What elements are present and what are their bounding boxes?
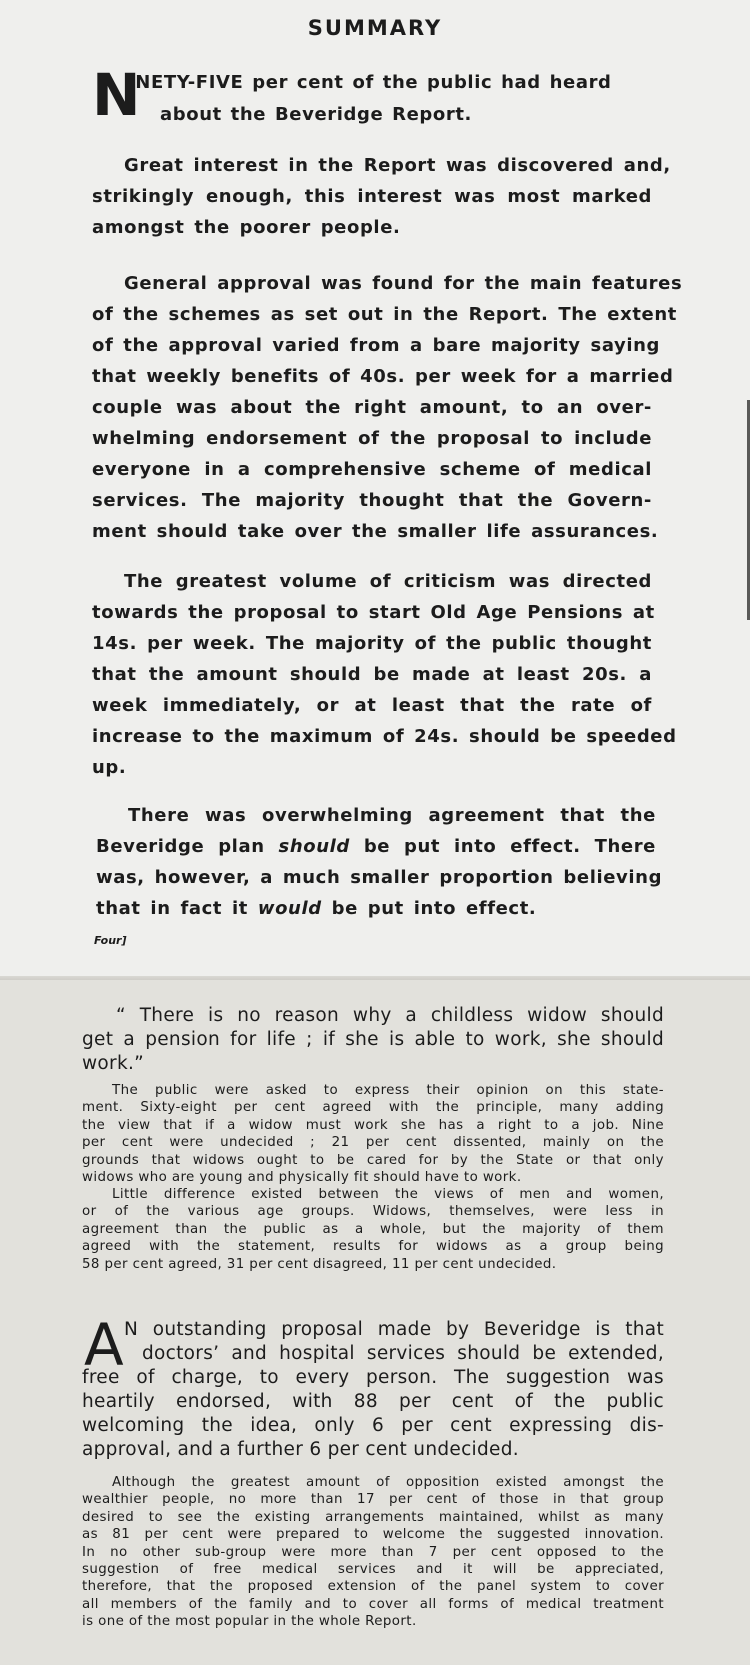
- text-line: widows who are young and physically fit should have to work.: [82, 1170, 522, 1186]
- text-segment: be put into effect. There: [349, 836, 656, 857]
- text-line: heartily endorsed, with 88 per cent of the public: [82, 1391, 664, 1412]
- paragraph-interest: [92, 150, 671, 243]
- text-line: of the approval varied from a bare majority saying: [92, 335, 661, 356]
- text-line: grounds that widows ought to be cared for by the State or that only: [82, 1152, 664, 1168]
- text-line: There was overwhelming agreement that the: [128, 805, 656, 826]
- text-line: “ There is no reason why a childless widow should: [116, 1005, 664, 1026]
- text-line: approval, and a further 6 per cent undecided.: [82, 1439, 519, 1460]
- text-line: Great interest in the Report was discovered and,: [124, 155, 671, 176]
- text-line: Little difference existed between the views of men and women,: [112, 1187, 664, 1202]
- text-line: that weekly benefits of 40s. per week for a married: [92, 366, 674, 387]
- text-line: doctors’ and hospital services should be extended,: [142, 1343, 664, 1364]
- intro-line: INETY-FIVE per cent of the public had heard: [128, 72, 612, 93]
- page-divider: [0, 976, 750, 980]
- text-segment: Beveridge plan: [96, 836, 279, 857]
- text-line: suggestion of free medical services and it will be appreciated,: [82, 1562, 664, 1578]
- text-line: per cent were undecided ; 21 per cent dissented, mainly on the: [82, 1135, 664, 1151]
- paragraph-widow-opinion: [82, 1082, 664, 1186]
- text-line: couple was about the right amount, to an over-: [92, 397, 652, 418]
- text-line: the view that if a widow must work she has a right to a job. Nine: [82, 1117, 664, 1133]
- text-line: up.: [92, 757, 127, 778]
- text-line: was, however, a much smaller proportion believing: [96, 867, 663, 888]
- text-line: [96, 831, 656, 862]
- dropcap-letter: N: [92, 61, 141, 129]
- text-line: services. The majority thought that the Govern-: [92, 490, 652, 511]
- text-line: therefore, that the proposed extension of the panel system to cover: [82, 1579, 664, 1595]
- text-line: 58 per cent agreed, 31 per cent disagreed, 11 per cent undecided.: [82, 1256, 557, 1272]
- page-title: SUMMARY: [307, 16, 443, 40]
- page-number-footer: Four]: [94, 934, 127, 947]
- text-line: as 81 per cent were prepared to welcome the suggested innovation.: [82, 1527, 664, 1543]
- text-line: week immediately, or at least that the rate of: [92, 695, 652, 716]
- text-line: [96, 893, 656, 924]
- paragraph-medical-opposition: [82, 1474, 664, 1631]
- text-line: ment should take over the smaller life assurances.: [92, 521, 659, 542]
- text-line: welcoming the idea, only 6 per cent expressing dis-: [82, 1415, 664, 1436]
- dropcap-letter: A: [84, 1311, 124, 1379]
- text-line: whelming endorsement of the proposal to include: [92, 428, 652, 449]
- text-line: N outstanding proposal made by Beveridge is that: [124, 1319, 664, 1340]
- text-line: everyone in a comprehensive scheme of medical: [92, 459, 652, 480]
- paragraph-widow-groups: [82, 1186, 664, 1273]
- text-line: desired to see the existing arrangements maintained, whilst as many: [82, 1509, 664, 1525]
- paragraph-agreement: [96, 800, 663, 924]
- italic-emphasis: should: [278, 836, 350, 857]
- text-line: 14s. per week. The majority of the public thought: [92, 633, 652, 654]
- text-line: The greatest volume of criticism was directed: [124, 571, 652, 592]
- text-line: General approval was found for the main features: [124, 273, 683, 294]
- intro-line: about the Beveridge Report.: [160, 104, 472, 125]
- text-line: Although the greatest amount of opposition existed amongst the: [112, 1475, 664, 1490]
- text-line: increase to the maximum of 24s. should be speeded: [92, 726, 677, 747]
- text-line: towards the proposal to start Old Age Pensions at: [92, 602, 655, 623]
- text-line: wealthier people, no more than 17 per cent of those in that group: [82, 1492, 664, 1508]
- text-line: strikingly enough, this interest was most marked: [92, 186, 652, 207]
- text-line: work.”: [82, 1053, 145, 1074]
- text-line: The public were asked to express their opinion on this state-: [112, 1083, 664, 1098]
- paragraph-approval: [92, 268, 683, 547]
- text-line: is one of the most popular in the whole Report.: [82, 1614, 417, 1630]
- text-line: that the amount should be made at least 20s. a: [92, 664, 652, 685]
- text-line: free of charge, to every person. The suggestion was: [82, 1367, 664, 1388]
- text-line: In no other sub-group were more than 7 per cent opposed to the: [82, 1544, 664, 1560]
- text-segment: be put into effect.: [321, 898, 537, 919]
- italic-emphasis: would: [257, 898, 322, 919]
- text-line: get a pension for life ; if she is able to work, she should: [82, 1029, 664, 1050]
- text-line: agreement than the public as a whole, but the majority of them: [82, 1221, 664, 1237]
- text-line: amongst the poorer people.: [92, 217, 401, 238]
- text-line: of the schemes as set out in the Report. The extent: [92, 304, 677, 325]
- text-line: or of the various age groups. Widows, themselves, were less in: [82, 1204, 664, 1220]
- text-line: agreed with the statement, results for widows as a group being: [82, 1239, 664, 1255]
- paragraph-criticism: [92, 566, 677, 783]
- text-segment: that in fact it: [96, 898, 258, 919]
- text-line: ment. Sixty-eight per cent agreed with the principle, many adding: [82, 1100, 664, 1116]
- widow-quote: [82, 1004, 664, 1076]
- paragraph-medical-proposal: [82, 1311, 664, 1462]
- text-line: all members of the family and to cover all forms of medical treatment: [82, 1596, 664, 1612]
